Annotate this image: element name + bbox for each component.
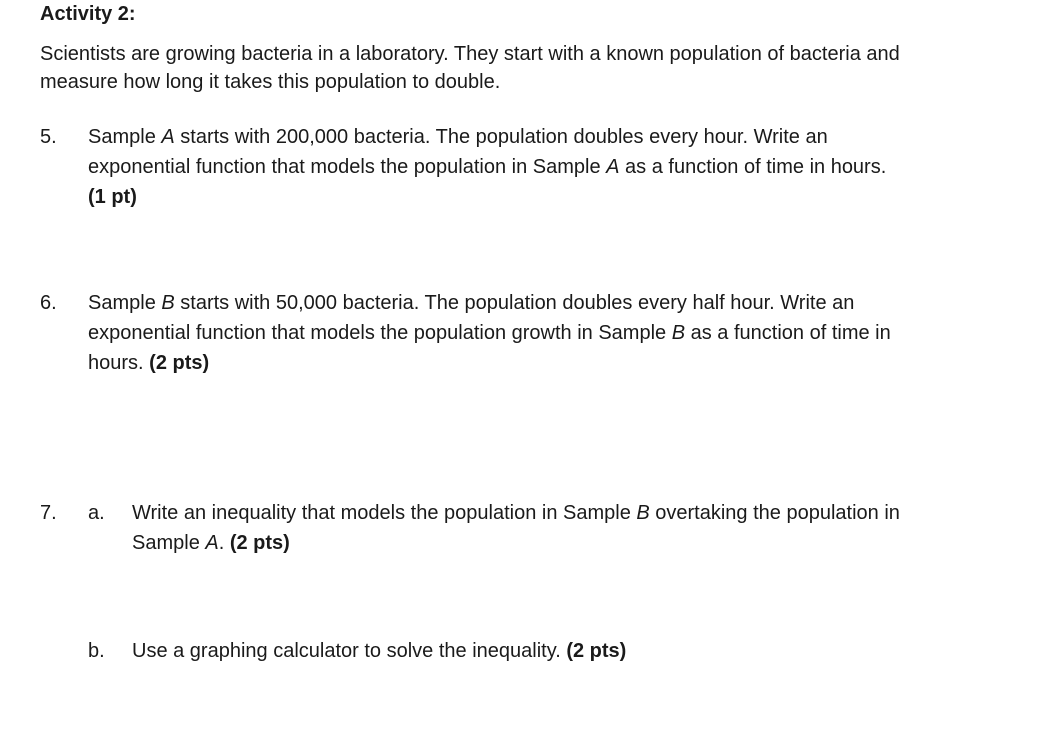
q6-text-segment: starts with 50,000 bacteria. The population doubles every half hour. Write an: [174, 292, 855, 314]
q6-text-segment: exponential function that models the population growth in Sample: [88, 322, 672, 344]
question-6-line-1: [88, 288, 891, 318]
q5-text-segment: as a function of time in hours.: [619, 156, 887, 178]
question-5-text: [88, 122, 886, 212]
intro-line-2: measure how long it takes this population to double.: [40, 71, 501, 93]
question-7b-text: [132, 636, 626, 666]
q7a-text-segment: Write an inequality that models the population in Sample: [132, 502, 637, 524]
question-7a-letter: a.: [88, 502, 105, 524]
question-7a-line-2: [132, 528, 900, 558]
question-6-text: [88, 288, 891, 378]
question-7b-points: (2 pts): [566, 640, 627, 662]
q7a-text-segment: .: [218, 532, 230, 554]
q5-text-segment: exponential function that models the population in Sample: [88, 156, 607, 178]
question-7-number: 7.: [40, 502, 57, 524]
q5-variable: A: [606, 156, 620, 178]
q6-variable: B: [671, 322, 686, 344]
q7a-variable: B: [636, 502, 650, 524]
question-7a-points: (2 pts): [229, 532, 290, 554]
q7a-variable: A: [205, 532, 219, 554]
q6-variable: B: [161, 292, 175, 314]
question-5-number: 5.: [40, 126, 57, 148]
question-7a-text: [132, 498, 900, 558]
q5-text-segment: Sample: [88, 126, 162, 148]
q7a-text-segment: Sample: [132, 532, 206, 554]
q5-text-segment: starts with 200,000 bacteria. The population doubles every hour. Write an: [174, 126, 828, 148]
q7b-text-segment: Use a graphing calculator to solve the inequality.: [132, 640, 567, 662]
intro-line-1: Scientists are growing bacteria in a laboratory. They start with a known population of bacteria and: [40, 43, 900, 65]
q6-text-segment: hours.: [88, 352, 150, 374]
q6-text-segment: as a function of time in: [685, 322, 891, 344]
question-6-number: 6.: [40, 292, 57, 314]
q5-variable: A: [161, 126, 175, 148]
activity-heading: Activity 2:: [40, 3, 136, 25]
question-6-line-3: [88, 348, 891, 378]
intro-paragraph: [40, 40, 900, 96]
question-5-line-2: [88, 152, 886, 182]
question-6-points: (2 pts): [149, 352, 210, 374]
question-7b-letter: b.: [88, 640, 105, 662]
question-5-line-1: [88, 122, 886, 152]
question-5-points: (1 pt): [88, 186, 137, 208]
question-6-line-2: [88, 318, 891, 348]
q6-text-segment: Sample: [88, 292, 162, 314]
question-7a-line-1: [132, 498, 900, 528]
q7a-text-segment: overtaking the population in: [649, 502, 900, 524]
